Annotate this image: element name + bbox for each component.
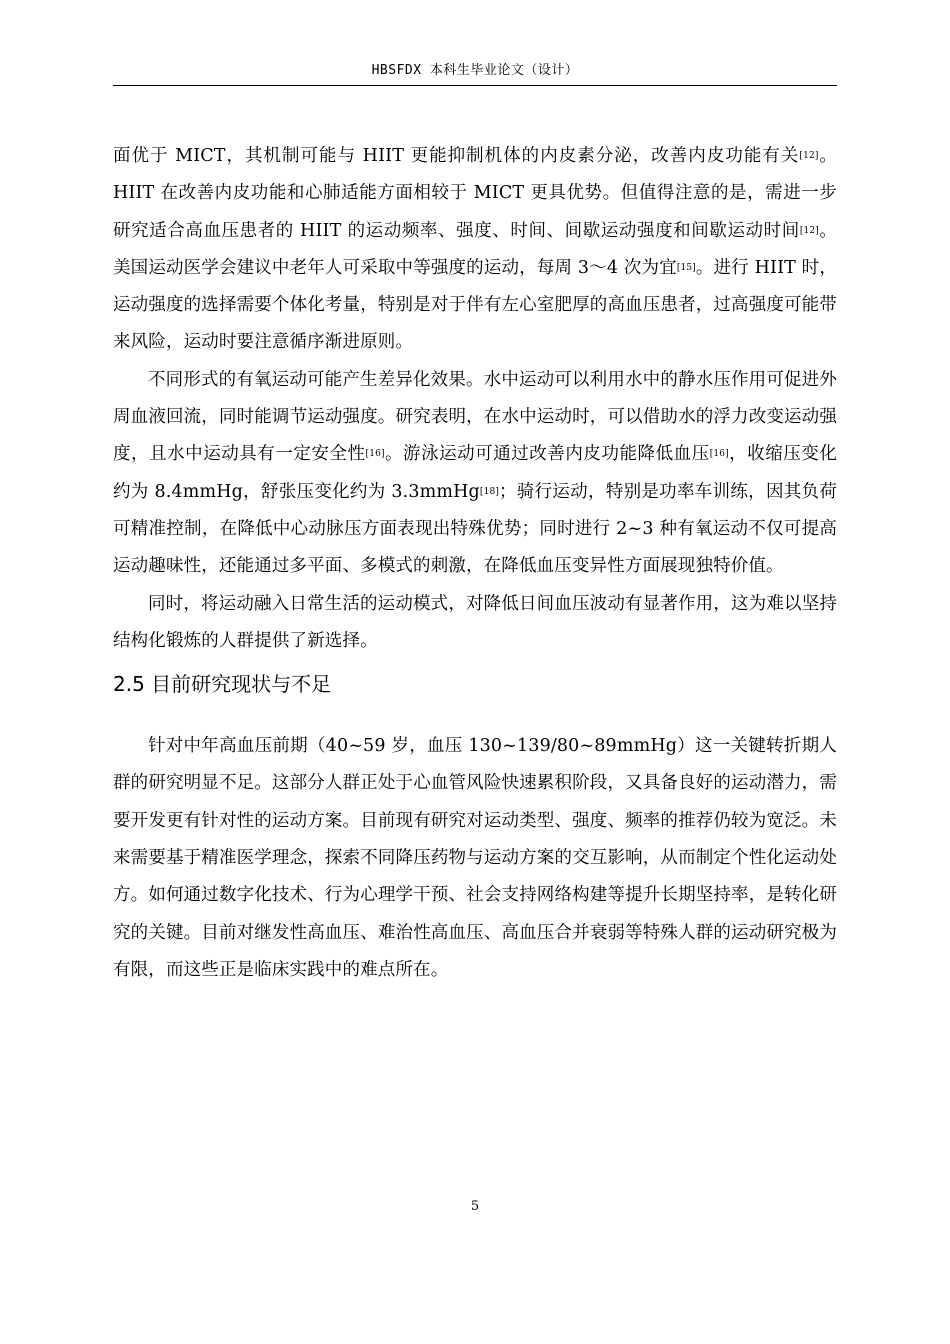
citation-ref: [12] (799, 225, 819, 236)
section-heading: 2.5 目前研究现状与不足 (113, 672, 332, 697)
paragraph-text: 针对中年高血压前期（40~59 岁，血压 130~139/80~89mmHg）这一关键转折期人群的研究明显不足。这部分人群正处于心血管风险快速累积阶段，又具备良好的运动潜力，需要开发更有针对性的运动方案。目前现有研究对运动类型、强度、频率的推荐仍较为宽泛。未来需要基于精准医学理念，探索不同降压药物与运动方案的交互影响，从而制定个性化运动处方。如何通过数字化技术、行为心理学干预、社会支持网络构建等提升长期坚持率，是转化研究的关键。目前对继发性高血压、难治性高血压、高血压合并衰弱等特殊人群的运动研究极为有限，而这些正是临床实践中的难点所在。 (113, 736, 837, 980)
paragraph (113, 586, 837, 661)
header-rule (113, 85, 837, 86)
paragraph-text: 。进行 HIIT 时，运动强度的选择需要个体化考量，特别是对于伴有左心室肥厚的高血压患者，过高强度可能带来风险，运动时要注意循序渐进原则。 (113, 257, 837, 353)
paragraph-text: ，收缩压变化约为 8.4mmHg，舒张压变化约为 3.3mmHg (113, 444, 837, 502)
paragraph-group (113, 138, 837, 660)
paragraph-text: 不同形式的有氧运动可能产生差异化效果。水中运动可以利用水中的静水压作用可促进外周血液回流，同时能调节运动强度。研究表明，在水中运动时，可以借助水的浮力改变运动强度，且水中运动具有一定安全性 (113, 369, 837, 465)
citation-ref: [18] (479, 486, 499, 497)
citation-ref: [16] (709, 449, 729, 460)
paragraph-text: 同时，将运动融入日常生活的运动模式，对降低日间血压波动有显著作用，这为难以坚持结构化锻炼的人群提供了新选择。 (113, 593, 837, 651)
citation-ref: [15] (676, 262, 696, 273)
paragraph (113, 138, 837, 362)
paragraph (113, 728, 837, 989)
paragraph (113, 362, 837, 586)
paragraph-text: 。HIIT 在改善内皮功能和心肺适能方面相较于 MICT 更具优势。但值得注意的是，需进一步研究适合高血压患者的 HIIT 的运动频率、强度、时间、间歇运动强度和间歇运动时间 (113, 146, 837, 241)
paragraph-text: ；骑行运动，特别是功率车训练，因其负荷可精准控制，在降低中心动脉压方面表现出特殊优势；同时进行 2~3 种有氧运动不仅可提高运动趣味性，还能通过多平面、多模式的刺激，在降低血压变异性方面展现独特价值。 (113, 481, 837, 577)
section-paragraph-group (113, 728, 837, 989)
paragraph-text: 。美国运动医学会建议中老年人可采取中等强度的运动，每周 3～4 次为宜 (113, 220, 837, 278)
paragraph-text: 面优于 MICT，其机制可能与 HIIT 更能抑制机体的内皮素分泌，改善内皮功能有关 (113, 146, 800, 166)
document-body (113, 138, 837, 989)
running-header: HBSFDX 本科生毕业论文（设计） (371, 63, 579, 78)
page-number: 5 (470, 1199, 480, 1214)
citation-ref: [12] (799, 151, 819, 161)
paragraph-text: 。游泳运动可通过改善内皮功能降低血压 (384, 444, 710, 465)
citation-ref: [16] (365, 449, 385, 460)
